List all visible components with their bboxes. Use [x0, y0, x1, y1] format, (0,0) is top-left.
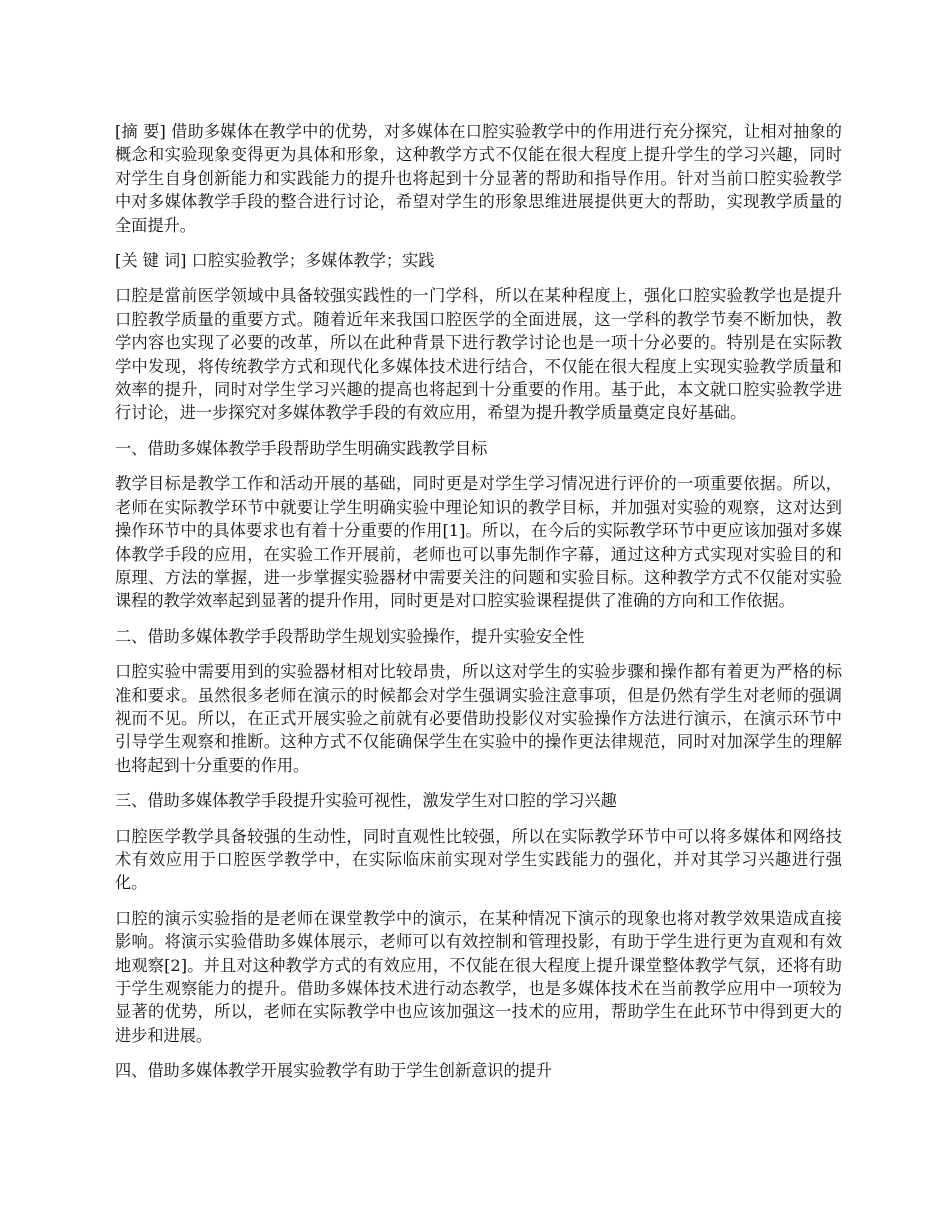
section-1-paragraph-1: 教学目标是教学工作和活动开展的基础，同时更是对学生学习情况进行评价的一项重要依据。所以，老师在实际教学环节中就要让学生明确实验中理论知识的教学目标，并加强对实验的观察，这对达到操作环节中的具体要求也有着十分重要的作用[1]。所以，在今后的实际教学环节中更应该加强对多媒体教学手段的应用，在实验工作开展前，老师也可以事先制作字幕，通过这种方式实现对实验目的和原理、方法的掌握，进一步掌握实验器材中需要关注的问题和实验目标。这种教学方式不仅能对实验课程的教学效率起到显著的提升作用，同时更是对口腔实验课程提供了准确的方向和工作依据。	[115, 474, 842, 611]
keywords-paragraph: [关 键 词] 口腔实验教学；多媒体教学；实践	[115, 251, 435, 271]
section-3-heading: 三、借助多媒体教学手段提升实验可视性，激发学生对口腔的学习兴趣	[115, 791, 617, 811]
abstract-paragraph: [摘 要] 借助多媒体在教学中的优势，对多媒体在口腔实验教学中的作用进行充分探究，让相对抽象的概念和实验现象变得更为具体和形象，这种教学方式不仅能在很大程度上提升学生的学习兴趣，同时对学生自身创新能力和实践能力的提升也将起到十分显著的帮助和指导作用。针对当前口腔实验教学中对多媒体教学手段的整合进行讨论，希望对学生的形象思维进展提供更大的帮助，实现教学质量的全面提升。	[115, 122, 842, 235]
section-2-paragraph-1: 口腔实验中需要用到的实验器材相对比较昂贵，所以这对学生的实验步骤和操作都有着更为严格的标准和要求。虽然很多老师在演示的时候都会对学生强调实验注意事项，但是仍然有学生对老师的强调视而不见。所以，在正式开展实验之前就有必要借助投影仪对实验操作方法进行演示，在演示环节中引导学生观察和推断。这种方式不仅能确保学生在实验中的操作更法律规范，同时对加深学生的理解也将起到十分重要的作用。	[115, 662, 842, 775]
section-2-heading: 二、借助多媒体教学手段帮助学生规划实验操作，提升实验安全性	[115, 626, 585, 646]
section-1-heading: 一、借助多媒体教学手段帮助学生明确实践教学目标	[115, 438, 488, 458]
section-3-paragraph-1: 口腔医学教学具备较强的生动性，同时直观性比较强，所以在实际教学环节中可以将多媒体和网络技术有效应用于口腔医学教学中，在实际临床前实现对学生实践能力的强化，并对其学习兴趣进行强化。	[115, 826, 842, 893]
section-3-paragraph-2: 口腔的演示实验指的是老师在课堂教学中的演示，在某种情况下演示的现象也将对教学效果造成直接影响。将演示实验借助多媒体展示，老师可以有效控制和管理投影，有助于学生进行更为直观和有效地观察[2]。并且对这种教学方式的有效应用，不仅能在很大程度上提升课堂整体教学气氛，还将有助于学生观察能力的提升。借助多媒体技术进行动态教学，也是多媒体技术在当前教学应用中一项较为显著的优势，所以，老师在实际教学中也应该加强这一技术的应用，帮助学生在此环节中得到更大的进步和进展。	[115, 908, 842, 1045]
document-page	[115, 120, 842, 1095]
section-4-heading: 四、借助多媒体教学开展实验教学有助于学生创新意识的提升	[115, 1061, 553, 1081]
intro-paragraph: 口腔是當前医学领域中具备较强实践性的一门学科，所以在某种程度上，强化口腔实验教学也是提升口腔教学质量的重要方式。随着近年来我国口腔医学的全面进展，这一学科的教学节奏不断加快，教学内容也实现了必要的改革，所以在此种背景下进行教学讨论也是一项十分必要的。特别是在实际教学中发现，将传统教学方式和现代化多媒体技术进行结合，不仅能在很大程度上实现实验教学质量和效率的提升，同时对学生学习兴趣的提高也将起到十分重要的作用。基于此，本文就口腔实验教学进行讨论，进一步探究对多媒体教学手段的有效应用，希望为提升教学质量奠定良好基础。	[115, 286, 842, 423]
